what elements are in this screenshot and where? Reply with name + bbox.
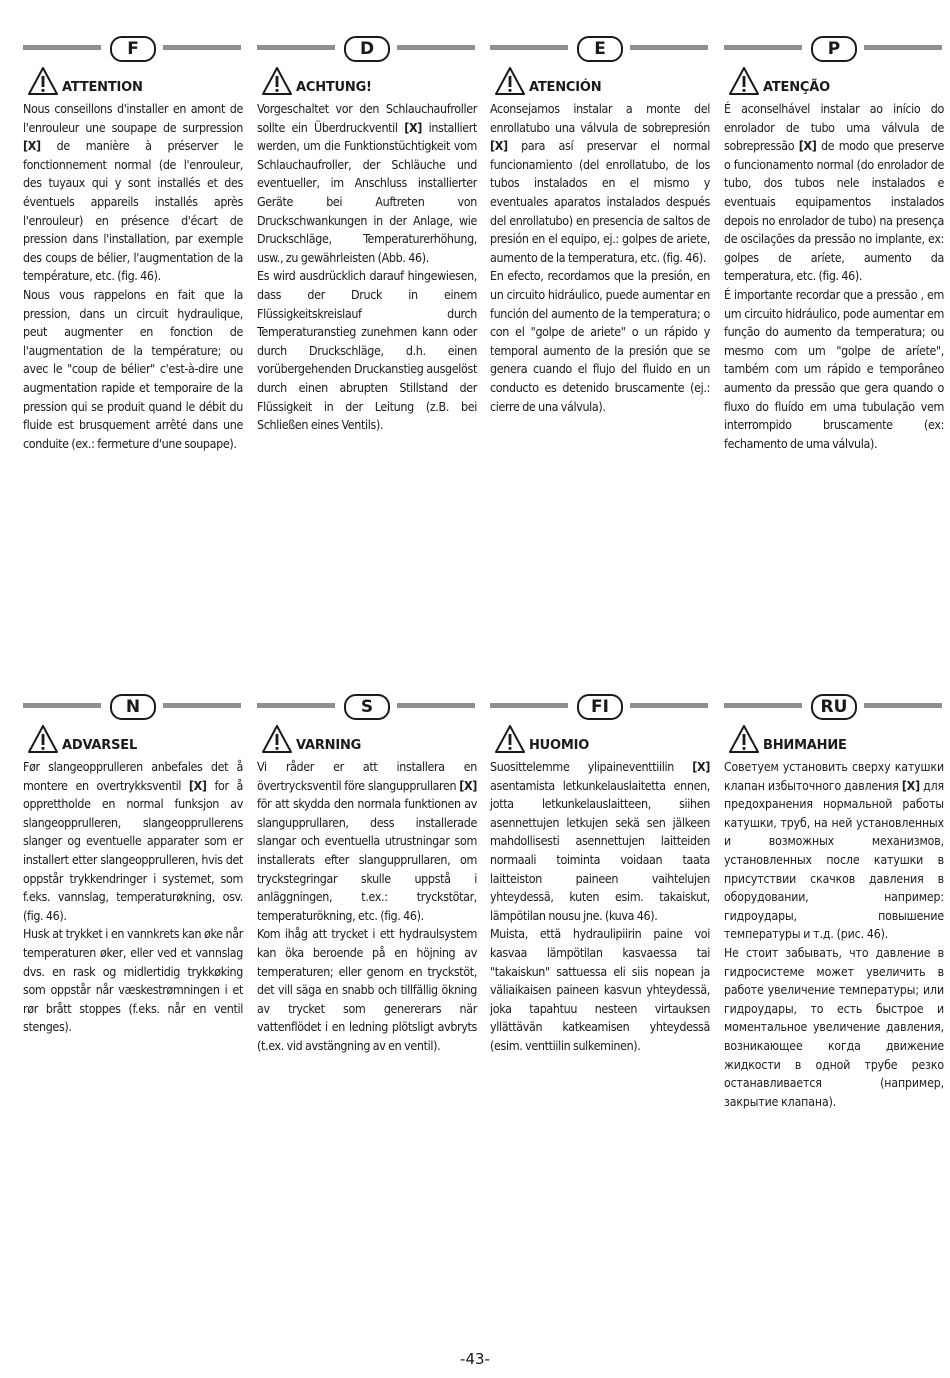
language-badge: P [811,36,857,62]
paragraph: Kom ihåg att trycket i ett hydraulsystem kan öka beroende på en höjning av temperaturen; eller genom en tryckstöt, det vill säga en snabb och tillfällig ökning av trycket som genererars när vattenflödet i en ledning plötsligt avbryts (t.ex. vid avstängning av en ventil). [257,926,477,1053]
warning-header [257,66,477,100]
warning-header [23,724,243,758]
header-rule-right [163,45,241,50]
section-norwegian [23,692,243,1037]
warning-triangle-icon [494,724,526,754]
language-badge: F [110,36,156,62]
paragraph: Nous conseillons d'installer en amont de l'enrouleur une soupape de surpression [X] de manière à préserver le fonctionnement normal (de l'enrouleur, des tuyaux qui y sont installés et des éventuels appareils installés après l'enrouleur) en présence d'écart de pression dans l'installation, par exemple des coups de bélier, l'augmentation de la température, etc. (fig. 46). [23,101,243,284]
warning-title: HUOMIO [529,738,590,753]
header-rule-left [490,703,568,708]
section-swedish [257,692,477,1056]
section-body [724,100,944,453]
language-header [724,34,942,62]
header-rule-left [490,45,568,50]
header-rule-right [864,45,942,50]
section-body [257,100,477,435]
warning-triangle-icon [728,66,760,96]
language-header [23,34,241,62]
paragraph: Nous vous rappelons en fait que la pression, dans un circuit hydraulique, peut augmenter en fonction de l'augmentation de la température; ou avec le "coup de bélier" c'est-à-dire une augmentation rapide et temporaire de la pression qui se produit quand le débit du fluide est brusquement arrêté dans une conduite (ex.: fermeture d'une soupape). [23,286,243,451]
paragraph: Советуем установить сверху катушки клапан избыточного давления [X] для предохранения нормальной работы катушки, труб, на ней установленных и возможных механизмов, установленных после катушки в присутствии скачков давления в оборудовании, например: гидроудары, повышение температуры и т.д. (рис. 46). [724,760,944,942]
reference-marker: [X] [490,138,508,154]
language-badge: D [344,36,390,62]
section-french [23,34,243,453]
reference-marker: [X] [798,138,817,154]
paragraph: Es wird ausdrücklich darauf hingewiesen, dass der Druck in einem Flüssigkeitskreislauf durch Temperaturanstieg zunehmen kann oder durch Druckschläge, d.h. einen vorübergehenden Druckanstieg ausgelöst durch einen abrupten Stillstand der Flüssigkeit in der Leitung (z.B. bei Schließen eines Ventils). [257,268,477,433]
warning-triangle-icon [728,724,760,754]
warning-title: ACHTUNG! [296,80,372,95]
header-rule-left [724,45,802,50]
language-header [490,34,708,62]
header-rule-right [397,703,475,708]
paragraph: Не стоит забывать, что давление в гидросистеме может увеличить в работе увеличение температуры; или гидроудары, то есть быстрое и моментальное увеличение давления, возникающее когда движение жидкости в одной трубе резко останавливается (например, закрытие клапана). [724,945,944,1109]
warning-title: ВНИМАНИЕ [763,738,847,753]
warning-title: VARNING [296,738,362,753]
section-body [490,758,710,1056]
language-badge: E [577,36,623,62]
language-header [724,692,942,720]
language-badge: N [110,694,156,720]
paragraph: Aconsejamos instalar a monte del enrollatubo una válvula de sobrepresión [X] para así preservar el normal funcionamiento (del enrollatubo, de los tubos instalados en el mismo y eventuales aparatos instalados después del enrollatubo) en presencia de saltos de presión en el equipo, ej.: golpes de ariete, aumento de la temperatura, etc. (fig. 46). [490,101,710,265]
paragraph: Suosittelemme ylipaineventtiilin [X] asentamista letkunkelauslaitetta ennen, jotta letkunkelauslaitteen, siihen asennettujen letkujen sekä sen jälkeen mahdollisesti asennettujen laitteiden normaali toiminta voidaan taata laitteiston paineen vaihtelujen yhteydessä, kuten esim. takaiskut, lämpötilan nousu jne. (kuva 46). [490,759,710,923]
warning-header [724,66,944,100]
warning-title: ATTENTION [62,80,143,95]
paragraph: Før slangeopprulleren anbefales det å montere en overtrykksventil [X] for å opprettholde en normal funksjon av slangeopprulleren, slangeopprullerens slanger og eventuelle apparater som er installert etter slangeopprulleren, hvis det oppstår trykkendringer i systemet, som f.eks. vannslag, temperaturøkning, osv. (fig. 46). [23,759,243,923]
section-finnish [490,692,710,1056]
warning-header [23,66,243,100]
language-badge: RU [811,694,857,720]
section-body [257,758,477,1056]
header-rule-left [257,45,335,50]
header-rule-left [23,703,101,708]
paragraph: Vi råder er att installera en övertrycksventil före slangupprullaren [X] för att skydda den normala funktionen av slangupprullaren, dess installerade slangar och eventuella utrustningar som installerats efter slangupprullaren, om tryckstegringar skulle uppstå i anläggningen, t.ex.: tryckstötar, temperaturökning, etc. (fig. 46). [257,759,477,923]
section-body [23,100,243,453]
paragraph: Muista, että hydraulipiirin paine voi kasvaa lämpötilan kasvaessa tai "takaiskun" sattuessa eli siis nopean ja väliaikaisen paineen kasvun yhteydessä, joka tapahtuu nesteen virtauksen yllättävän katkeamisen yhteydessä (esim. venttiilin sulkeminen). [490,926,710,1053]
header-rule-right [630,703,708,708]
section-body [724,758,944,1111]
header-rule-left [724,703,802,708]
header-rule-right [397,45,475,50]
language-header [257,34,475,62]
paragraph: Vorgeschaltet vor den Schlauchaufroller sollte ein Überdruckventil [X] installiert werden, um die Funktionstüchtigkeit vom Schlauchaufroller, der Schläuche und eventueller, im Anschluss installierter Geräte bei Auftreten von Druckschwankungen in der Anlage, wie Druckschläge, Temperaturerhöhung, usw., zu gewährleisten (Abb. 46). [257,101,477,265]
language-header [23,692,241,720]
reference-marker: [X] [23,138,41,154]
header-rule-left [257,703,335,708]
reference-marker: [X] [459,777,477,793]
warning-triangle-icon [261,724,293,754]
warning-header [257,724,477,758]
warning-header [724,724,944,758]
section-body [23,758,243,1037]
paragraph: É aconselhável instalar ao início do enrolador de tubo uma válvula de sobrepressão [X] de modo que preserve o funcionamento normal (do enrolador de tubo, dos tubos nele instalados e eventuais equipamentos instalados depois no enrolador de tubo) na presença de oscilações da pressão no implante, ex: golpes de aríete, aumento da temperatura, etc. (fig. 46). [724,101,944,284]
page-number: -43- [460,1350,490,1368]
paragraph: En efecto, recordamos que la presión, en un circuito hidráulico, puede aumentar en función del aumento de la temperatura; o con el "golpe de ariete" o un rápido y temporal aumento de la presión que se genera cuando el flujo del fluido en un conducto es detenido bruscamente (ej.: cierre de una válvula). [490,268,710,414]
language-header [490,692,708,720]
warning-header [490,66,710,100]
section-russian [724,692,944,1111]
header-rule-left [23,45,101,50]
language-badge: FI [577,694,623,720]
warning-title: ADVARSEL [62,738,138,753]
section-body [490,100,710,416]
section-spanish [490,34,710,416]
section-portuguese [724,34,944,453]
warning-title: ATENCIÓN [529,80,602,95]
language-badge: S [344,694,390,720]
reference-marker: [X] [901,778,921,793]
warning-triangle-icon [27,724,59,754]
language-header [257,692,475,720]
warning-triangle-icon [494,66,526,96]
reference-marker: [X] [188,777,207,793]
header-rule-right [630,45,708,50]
warning-triangle-icon [27,66,59,96]
reference-marker: [X] [692,759,710,774]
paragraph: É importante recordar que a pressão , em um circuito hidráulico, pode aumentar em função do aumento da temperatura; ou mesmo com um "golpe de aríete", também com um rápido e temporâneo aumento da pressão que gera quando o fluxo do fluído em uma tubulação vem interrompido bruscamente (ex: fechamento de uma válvula). [724,286,944,451]
warning-header [490,724,710,758]
header-rule-right [163,703,241,708]
section-german [257,34,477,435]
paragraph: Husk at trykket i en vannkrets kan øke når temperaturen øker, eller ved et vannslag dvs. en rask og midlertidig trykkøking som oppstår når væskestrømningen i et rør brått stoppes (f.eks. når en ventil stenges). [23,926,243,1035]
warning-title: ATENÇÃO [763,80,830,95]
warning-triangle-icon [261,66,293,96]
reference-marker: [X] [404,119,422,135]
header-rule-right [864,703,942,708]
